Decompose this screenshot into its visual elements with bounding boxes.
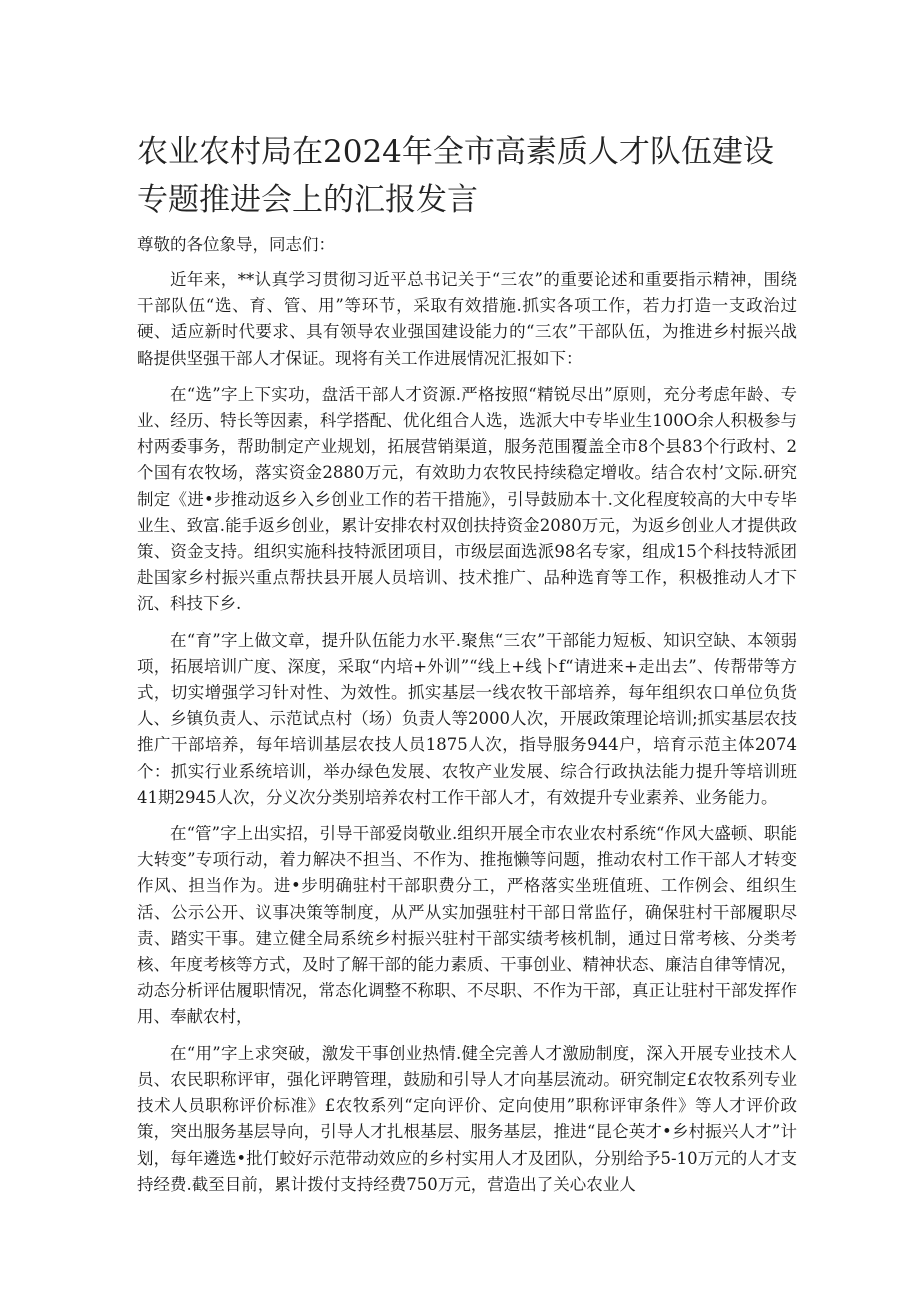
document-title: 农业农村局在2024年全市高素质人才队伍建设专题推进会上的汇报发言 <box>137 134 774 218</box>
paragraph-select: 在“选”字上下实功，盘活干部人才资源.严格按照“精锐尽出”原则，充分考虑年龄、专业、经历、特长等因素，科学搭配、优化组合人选，选派大中专毕业生100O余人积极参与村两委事务，帮助制定产业规划，拓展营销渠道，服务范围覆盖全市8个县83个行政村、2个国有农牧场，落实资金2880万元，有效助力农牧民持续稳定增收。结合农村’文际.研究制定《进•步推动返乡入乡创业工作的若干措施》，引导鼓励本十.文化程度较高的大中专毕业生、致富.能手返乡创业，累计安排农村双创扶持资金2080万元，为返乡创业人才提供政策、资金支持。组织实施科技特派团项目，市级层面选派98名专家，组成15个科技特派团赴国家乡村振兴重点帮扶县开展人员培训、技术推广、品种选育等工作，积极推动人才下沉、科技下乡. <box>137 384 797 614</box>
paragraph-train: 在“育”字上做文章，提升队伍能力水平.聚焦“三农”干部能力短板、知识空缺、本领弱项，拓展培训广度、深度，采取“内培+外训”“线上+线卜f“请进来+走出去”、传帮带等方式，切实增强学习针对性、为效性。抓实基层一线农牧干部培养，每年组织农口单位负货人、乡镇负责人、示范试点村（场）负责人等2000人次，开展政策理论培训;抓实基层农技推广干部培养，每年培训基层农技人员1875人次，指导服务944户，培育示范主体2074个：抓实行业系统培训，举办绿色发展、农牧产业发展、综合行政执法能力提升等培训班41期2945人次，分义次分类别培养农村工作干部人才，有效提升专业素养、业务能力。 <box>137 630 797 807</box>
salutation: 尊敬的各位象导，同志们： <box>137 235 335 254</box>
paragraph-use: 在“用”字上求突破，激发干事创业热情.健全完善人才激励制度，深入开展专业技术人员、农民职称评审，强化评聘管理，鼓励和引导人才向基层流动。研究制定£农牧系列专业技术人员职称评价标准》£农牧系列“定向评价、定向使用”职称评审条件》等人才评价政策，突出服务基层导向，引导人才扎根基层、服务基层，推进“昆仑英才•乡村振兴人才”计划，每年遴选•批仃蛟好示范带动效应的乡村实用人才及团队，分别给予5-10万元的人才支持经费.截至目前，累计拨付支持经费750万元，营造出了关心农业人 <box>137 1043 797 1194</box>
paragraph-manage: 在“管”字上出实招，引导干部爱岗敬业.组织开展全市农业农村系统“作风大盛顿、职能大转变”专项行动，着力解决不担当、不作为、推拖懒等问题，推动农村工作干部人才转变作风、担当作为。进•步明确驻村干部职费分工，严格落实坐班值班、工作例会、组织生活、公示公开、议事决策等制度，从严从实加强驻村干部日常监仔，确保驻村干部履职尽责、踏实干事。建立健全局系统乡村振兴驻村干部实绩考核机制，通过日常考核、分类考核、年度考核等方式，及时了解干部的能力素质、干事创业、精神状态、廉洁自律等情况，动态分析评估履职情况，常态化调整不称职、不尽职、不作为干部，真正让驻村干部发挥作用、奉献农村， <box>137 824 797 1027</box>
document-body <box>137 232 797 1208</box>
paragraph-intro: 近年来，**认真学习贯彻习近平总书记关于“三农”的重要论述和重要指示精神，围绕干部队伍“选、育、管、用”等环节，采取有效措施.抓实各项工作，若力打造一支政治过硬、适应新时代要求、具有领导农业强国建设能力的“三农”干部队伍，为推进乡村振兴战略提供坚强干部人才保证。现将有关工作进展情况汇报如下： <box>137 270 797 368</box>
